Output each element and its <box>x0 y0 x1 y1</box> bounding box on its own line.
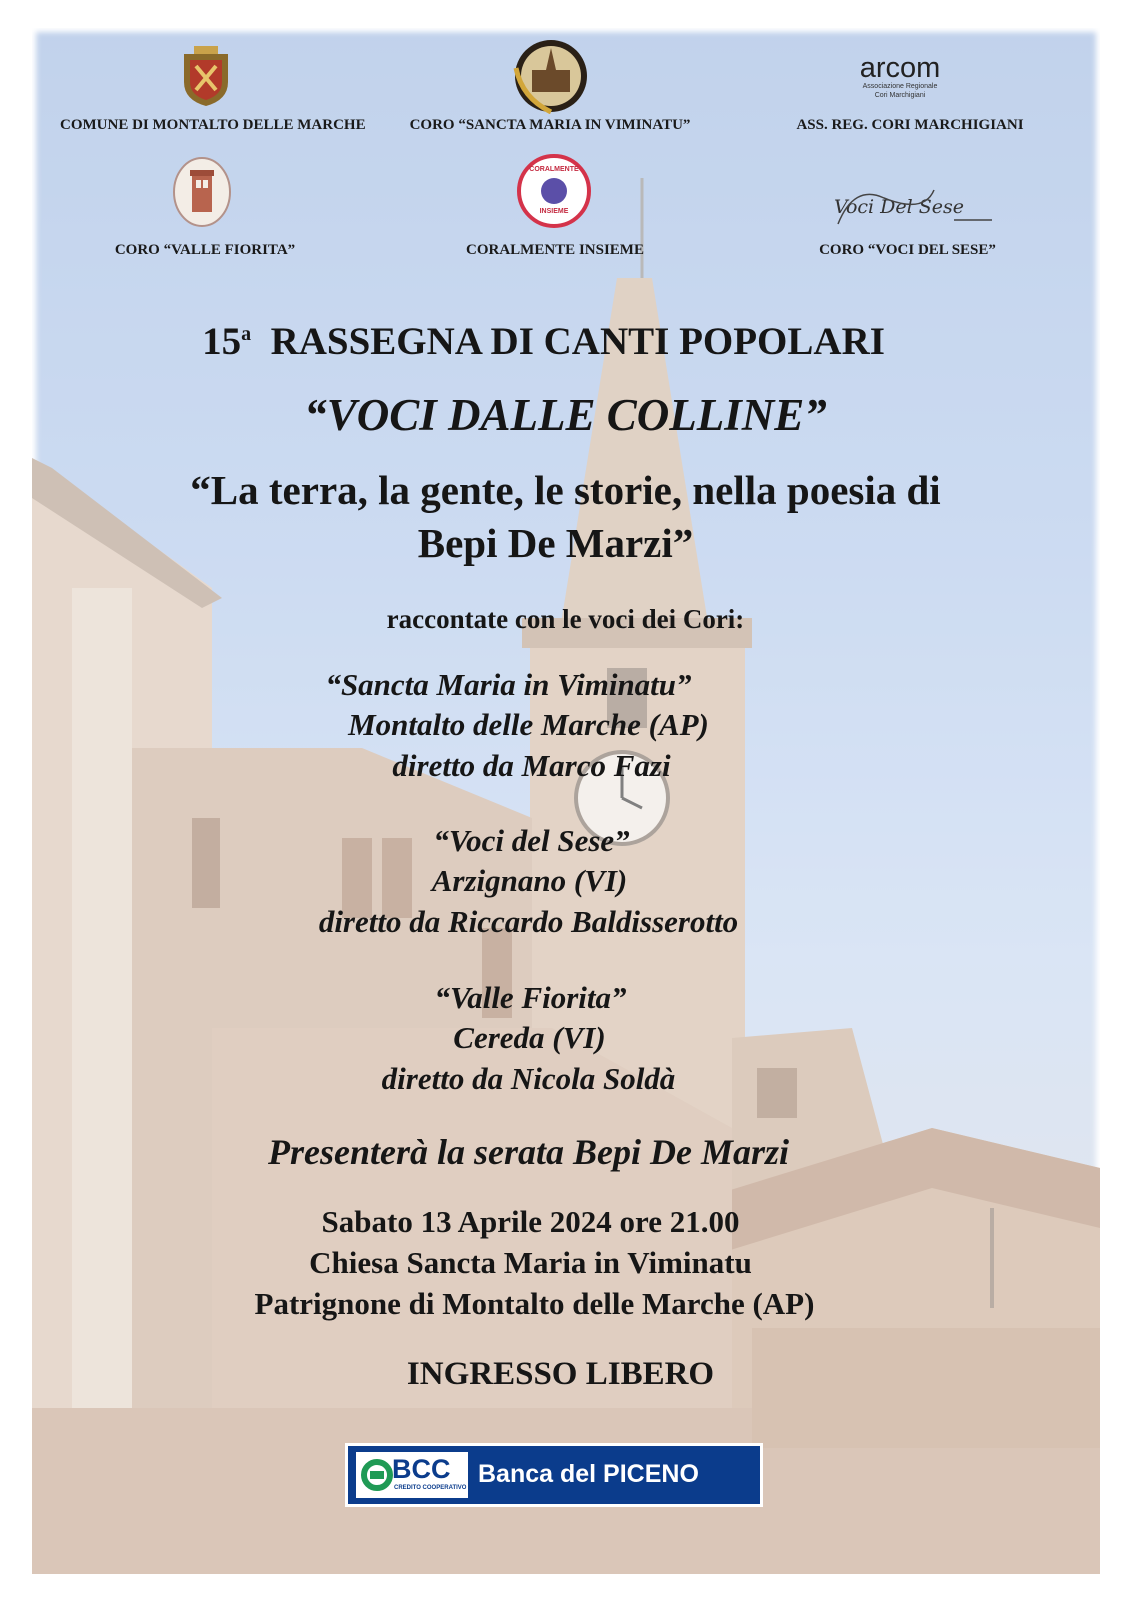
event-subtitle-line-1: “La terra, la gente, le storie, nella poesia di <box>190 467 941 513</box>
arcom-logo-subtitle-2: Cori Marchigiani <box>874 92 926 99</box>
logo-label-sancta-maria: CORO “SANCTA MARIA IN VIMINATU” <box>409 117 691 133</box>
event-venue: Chiesa Sancta Maria in Viminatu <box>309 1245 752 1280</box>
event-title: “VOCI DALLE COLLINE” <box>304 390 827 440</box>
choir-3-place: Cereda (VI) <box>453 1020 606 1055</box>
coro-sancta-maria-logo-icon <box>512 38 590 114</box>
edition-number: 15 <box>202 320 242 363</box>
choir-1-director: diretto da Marco Fazi <box>392 748 671 783</box>
choir-2-place: Arzignano (VI) <box>431 863 628 898</box>
choir-1-name: “Sancta Maria in Viminatu” <box>325 667 692 702</box>
presenter-line: Presenterà la serata Bepi De Marzi <box>268 1132 789 1172</box>
event-subtitle-line-2: Bepi De Marzi” <box>417 520 694 566</box>
bcc-logo-subtitle: CREDITO COOPERATIVO <box>394 1485 467 1491</box>
valle-fiorita-logo-icon <box>172 156 232 228</box>
arcom-logo <box>830 54 970 100</box>
poster-background <box>32 28 1100 1574</box>
edition-superscript: a <box>241 323 252 345</box>
bank-name: Banca del PICENO <box>478 1460 699 1488</box>
event-address: Patrignone di Montalto delle Marche (AP) <box>254 1286 815 1321</box>
choir-2-name: “Voci del Sese” <box>433 823 630 858</box>
montalto-crest-icon <box>178 44 234 108</box>
bcc-mark-icon <box>360 1458 394 1492</box>
logo-label-arcom: ASS. REG. CORI MARCHIGIANI <box>796 117 1024 133</box>
choir-1-place: Montalto delle Marche (AP) <box>348 707 709 742</box>
edition-heading <box>0 319 1131 364</box>
coralmente-insieme-logo <box>517 154 591 228</box>
arcom-logo-text: arcom <box>859 52 941 84</box>
choir-3-director: diretto da Nicola Soldà <box>381 1061 676 1096</box>
bcc-logo <box>356 1452 468 1498</box>
logo-label-valle-fiorita: CORO “VALLE FIORITA” <box>114 242 296 258</box>
coralmente-logo-bottom-text: INSIEME <box>539 208 569 215</box>
choirs-intro: raccontate con le voci dei Cori: <box>386 604 745 634</box>
sponsor-banner <box>345 1443 763 1507</box>
arcom-logo-subtitle-1: Associazione Regionale <box>862 83 938 90</box>
logo-label-comune: COMUNE DI MONTALTO DELLE MARCHE <box>60 117 366 133</box>
entry-note: INGRESSO LIBERO <box>406 1356 715 1392</box>
logo-label-coralmente: CORALMENTE INSIEME <box>466 242 644 258</box>
choir-3-name: “Valle Fiorita” <box>434 980 627 1015</box>
voci-del-sese-logo-text: Voci Del Sese <box>834 196 965 218</box>
coralmente-logo-top-text: CORALMENTE <box>529 166 579 173</box>
choir-2-director: diretto da Riccardo Baldisserotto <box>318 904 739 939</box>
edition-title: RASSEGNA DI CANTI POPOLARI <box>270 320 885 363</box>
background-wash <box>32 28 1100 1574</box>
event-date: Sabato 13 Aprile 2024 ore 21.00 <box>321 1204 740 1239</box>
logo-label-voci-del-sese: CORO “VOCI DEL SESE” <box>819 242 996 258</box>
voci-del-sese-swash-icon <box>834 184 994 232</box>
note-icon <box>541 178 567 204</box>
bcc-logo-text: BCC <box>392 1454 451 1484</box>
